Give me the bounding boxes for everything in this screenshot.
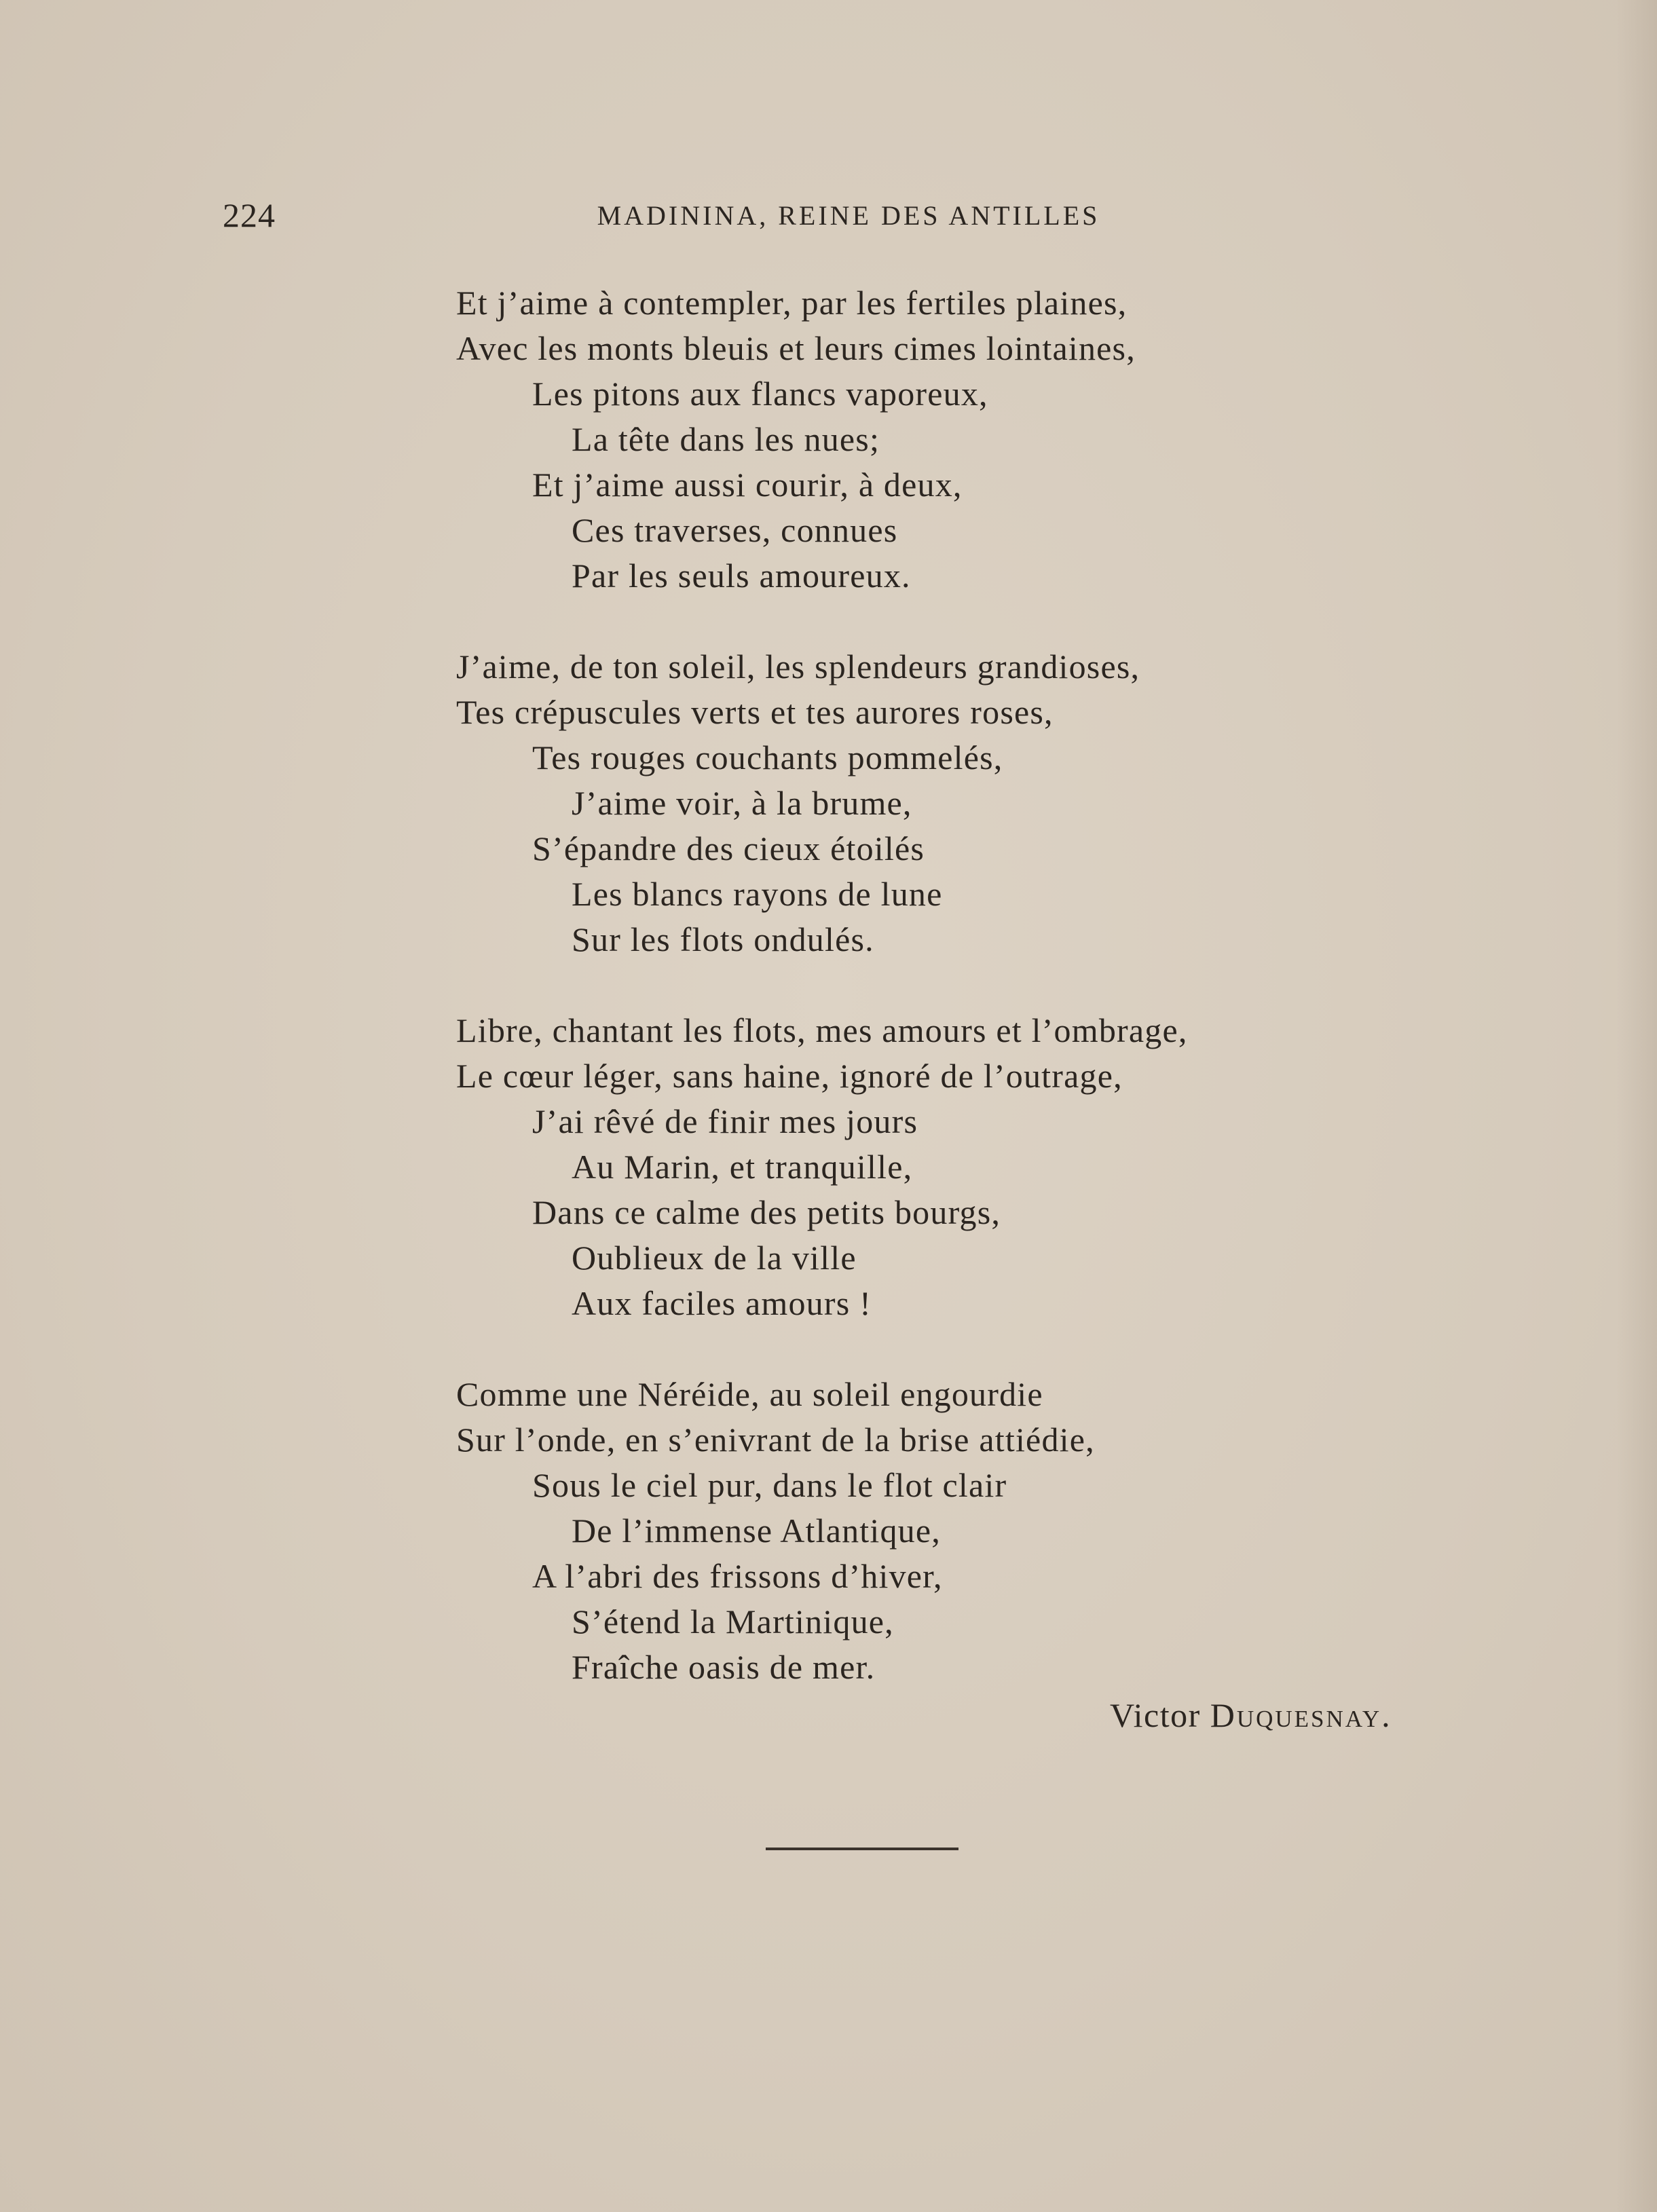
- stanza: [456, 1372, 1474, 1690]
- poem-line: J’aime voir, à la brume,: [572, 784, 912, 822]
- poem-line: Aux faciles amours !: [572, 1284, 872, 1322]
- stanza: [456, 1008, 1474, 1326]
- poem-line: Et j’aime aussi courir, à deux,: [532, 466, 963, 504]
- poem-line: La tête dans les nues;: [572, 420, 880, 458]
- author-last-name: Duquesnay: [1210, 1696, 1382, 1734]
- poem-line: De l’immense Atlantique,: [572, 1512, 941, 1550]
- poem-line: Tes rouges couchants pommelés,: [532, 738, 1003, 776]
- author-trailing-period: .: [1381, 1696, 1392, 1734]
- poem-line: Les blancs rayons de lune: [572, 875, 943, 913]
- poem-line: Fraîche oasis de mer.: [572, 1648, 876, 1686]
- poem-line: J’aime, de ton soleil, les splendeurs grandioses,: [456, 648, 1140, 686]
- poem-line: Le cœur léger, sans haine, ignoré de l’outrage,: [456, 1057, 1123, 1095]
- poem-line: J’ai rêvé de finir mes jours: [532, 1102, 918, 1140]
- poem-line: Par les seuls amoureux.: [572, 557, 911, 595]
- page-number: 224: [223, 196, 276, 234]
- poem: [456, 280, 1474, 1690]
- poem-line: Comme une Néréide, au soleil engourdie: [456, 1375, 1043, 1413]
- poem-line: Ces traverses, connues: [572, 511, 898, 549]
- poem-line: S’épandre des cieux étoilés: [532, 829, 925, 867]
- poem-line: Sur l’onde, en s’enivrant de la brise attiédie,: [456, 1421, 1095, 1459]
- stanza: [456, 644, 1474, 962]
- end-rule: [766, 1848, 958, 1850]
- poem-line: Au Marin, et tranquille,: [572, 1148, 913, 1186]
- poem-line: A l’abri des frissons d’hiver,: [532, 1557, 943, 1595]
- poem-line: Oublieux de la ville: [572, 1239, 857, 1277]
- author-first-name: Victor: [1110, 1696, 1201, 1734]
- running-head: MADININA, REINE DES ANTILLES: [597, 200, 1100, 231]
- poem-line: Sous le ciel pur, dans le flot clair: [532, 1466, 1007, 1504]
- poem-line: Avec les monts bleuis et leurs cimes lointaines,: [456, 329, 1136, 367]
- poem-line: Sur les flots ondulés.: [572, 920, 874, 958]
- poem-line: Les pitons aux flancs vaporeux,: [532, 375, 988, 413]
- poem-line: Dans ce calme des petits bourgs,: [532, 1193, 1001, 1231]
- poem-line: Libre, chantant les flots, mes amours et l’ombrage,: [456, 1011, 1188, 1049]
- page-edge-shadow: [1616, 0, 1657, 2212]
- poem-line: Tes crépuscules verts et tes aurores roses,: [456, 693, 1054, 731]
- author-signature: [1110, 1693, 1391, 1738]
- poem-line: Et j’aime à contempler, par les fertiles plaines,: [456, 284, 1128, 322]
- poem-line: S’étend la Martinique,: [572, 1602, 894, 1641]
- stanza: [456, 280, 1474, 599]
